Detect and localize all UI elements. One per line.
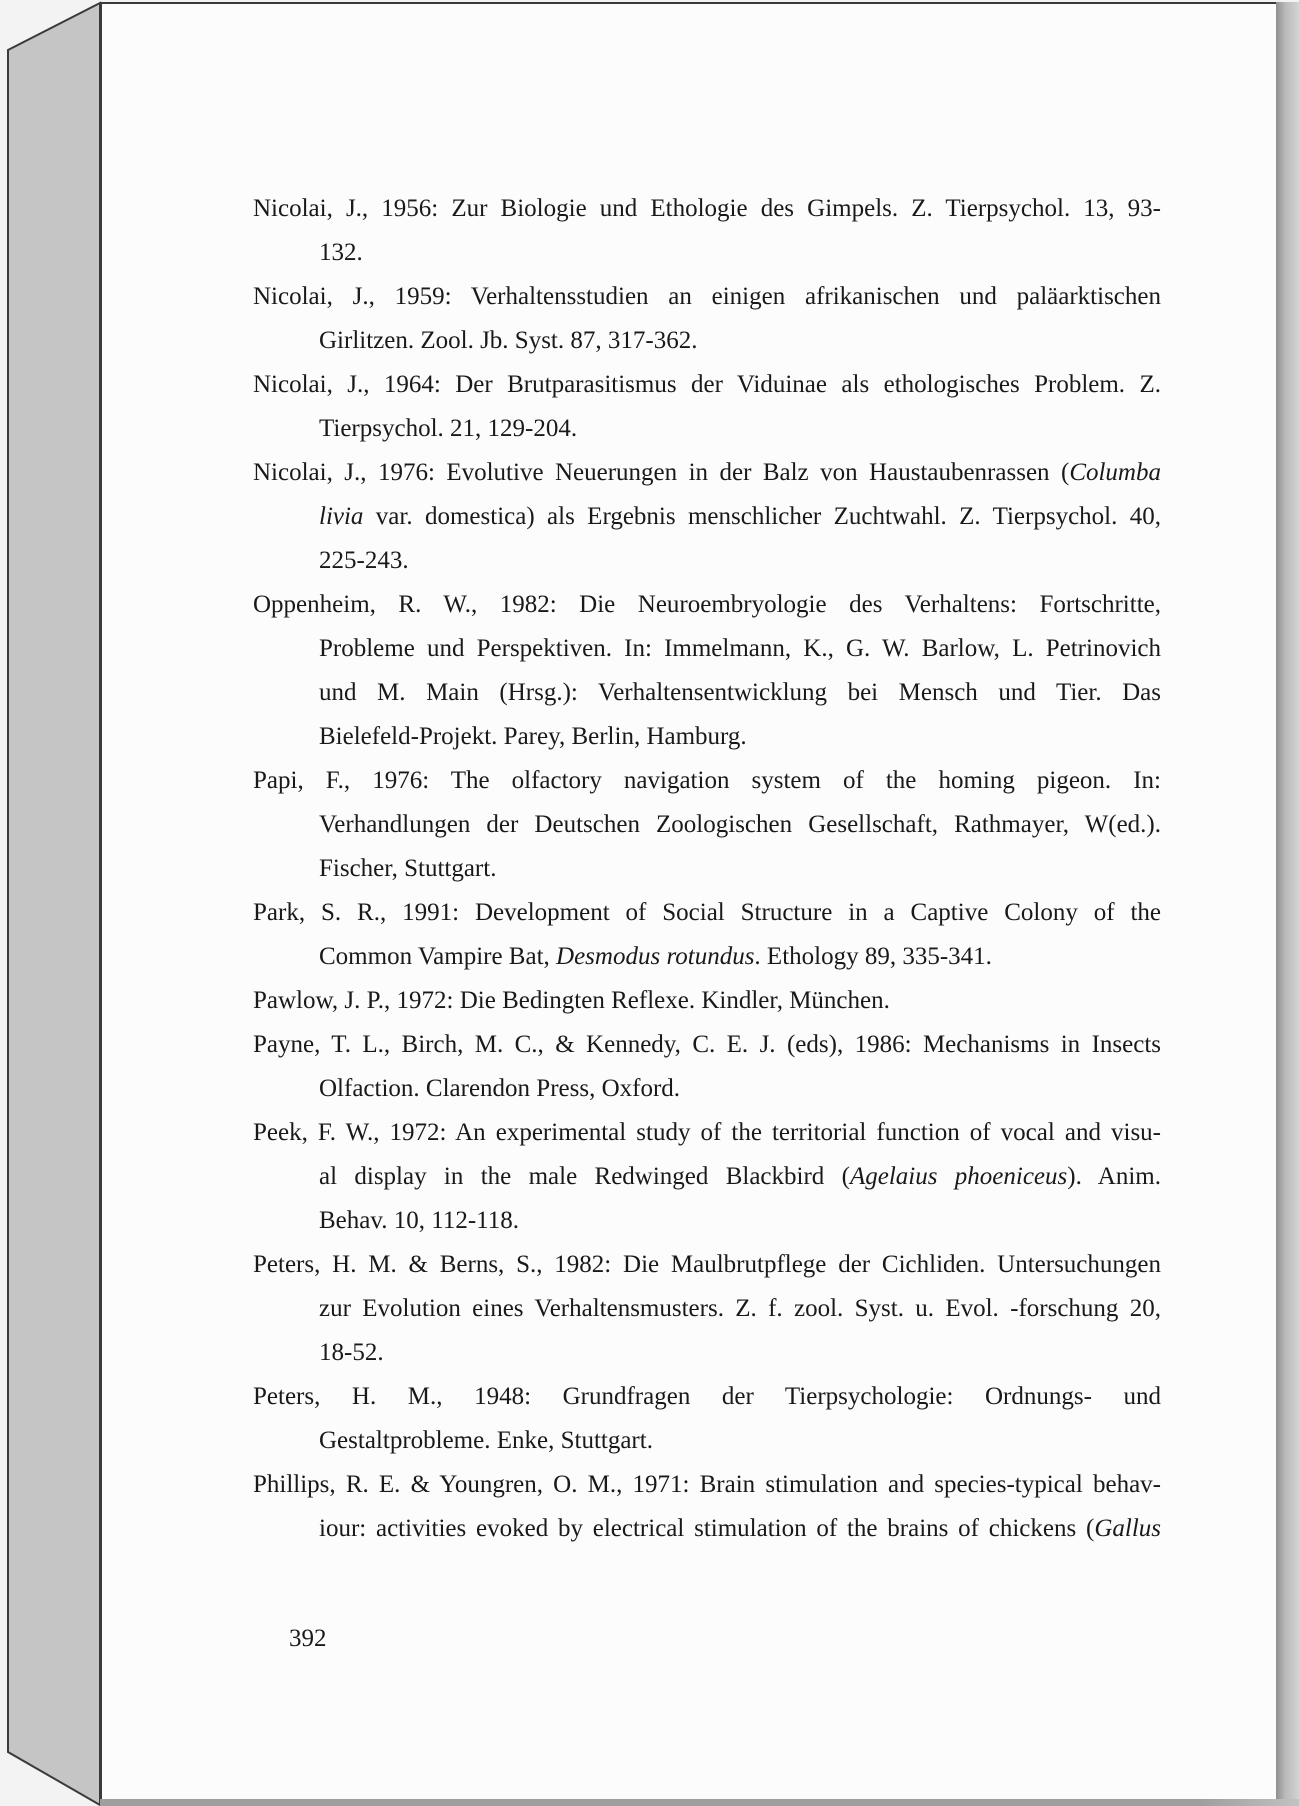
- reference-line: [253, 1463, 1161, 1507]
- reference-text: Verhandlungen der Deutschen Zoologischen Gesellschaft, Rathmayer, W(ed.).: [319, 811, 1161, 838]
- reference-text: . Ethology 89, 335-341.: [754, 943, 992, 970]
- reference-entry: [253, 451, 1161, 583]
- reference-text: Common Vampire Bat,: [319, 943, 557, 970]
- reference-entry: [253, 187, 1161, 275]
- reference-text: 225-243.: [319, 547, 409, 574]
- reference-text: Nicolai, J., 1956: Zur Biologie und Ethologie des Gimpels. Z. Tierpsychol. 13, 93-: [253, 195, 1161, 222]
- reference-line: [253, 187, 1161, 231]
- reference-line: [253, 1243, 1161, 1287]
- species-name-italic: Desmodus rotundus: [556, 943, 755, 970]
- reference-text: Nicolai, J., 1959: Verhaltensstudien an einigen afrikanischen und paläarktischen: [253, 283, 1161, 310]
- reference-line: [319, 1507, 1161, 1551]
- reference-line: [253, 1023, 1161, 1067]
- reference-entry: [253, 1111, 1161, 1243]
- reference-text: Behav. 10, 112-118.: [319, 1207, 519, 1234]
- reference-line: [319, 671, 1161, 715]
- reference-text: Bielefeld-Projekt. Parey, Berlin, Hamburg.: [319, 723, 747, 750]
- reference-text: Oppenheim, R. W., 1982: Die Neuroembryologie des Verhaltens: Fortschritte,: [253, 591, 1161, 618]
- reference-text: Park, S. R., 1991: Development of Social Structure in a Captive Colony of the: [253, 899, 1161, 926]
- reference-line: [253, 275, 1161, 319]
- reference-line: [319, 319, 1161, 363]
- reference-text: Peters, H. M. & Berns, S., 1982: Die Maulbrutpflege der Cichliden. Untersuchungen: [253, 1251, 1161, 1278]
- reference-entry: [253, 979, 1161, 1023]
- reference-line: [253, 451, 1161, 495]
- page-right-shadow: [1276, 2, 1299, 1806]
- reference-text: 18-52.: [319, 1339, 384, 1366]
- reference-entry: [253, 759, 1161, 891]
- species-name-italic: livia: [319, 503, 364, 530]
- reference-text: Payne, T. L., Birch, M. C., & Kennedy, C. E. J. (eds), 1986: Mechanisms in Insects: [253, 1031, 1161, 1058]
- reference-line: [319, 627, 1161, 671]
- species-name-italic: Gallus: [1094, 1515, 1161, 1542]
- reference-text: Phillips, R. E. & Youngren, O. M., 1971: Brain stimulation and species-typical behav-: [253, 1471, 1161, 1498]
- reference-text: Tierpsychol. 21, 129-204.: [319, 415, 578, 442]
- reference-line: [319, 231, 1161, 275]
- reference-list: [253, 187, 1161, 1551]
- reference-entry: [253, 1243, 1161, 1375]
- reference-line: [319, 1331, 1161, 1375]
- reference-line: [253, 363, 1161, 407]
- reference-text: 132.: [319, 239, 363, 266]
- reference-text: Fischer, Stuttgart.: [319, 855, 497, 882]
- reference-line: [319, 1287, 1161, 1331]
- reference-line: [319, 1067, 1161, 1111]
- reference-text: Nicolai, J., 1964: Der Brutparasitismus der Viduinae als ethologisches Problem. Z.: [253, 371, 1161, 398]
- reference-text: Peek, F. W., 1972: An experimental study of the territorial function of vocal and visu-: [253, 1119, 1161, 1146]
- reference-entry: [253, 891, 1161, 979]
- reference-text: und M. Main (Hrsg.): Verhaltensentwicklung bei Mensch und Tier. Das: [319, 679, 1161, 706]
- reference-text: Nicolai, J., 1976: Evolutive Neuerungen in der Balz von Haustaubenrassen (: [253, 459, 1070, 486]
- reference-line: [319, 715, 1161, 759]
- reference-entry: [253, 1023, 1161, 1111]
- reference-text: iour: activities evoked by electrical stimulation of the brains of chickens (: [319, 1515, 1095, 1542]
- reference-entry: [253, 1375, 1161, 1463]
- reference-line: [319, 847, 1161, 891]
- reference-text: Girlitzen. Zool. Jb. Syst. 87, 317-362.: [319, 327, 698, 354]
- reference-line: [319, 935, 1161, 979]
- reference-text: var. domestica) als Ergebnis menschlicher Zuchtwahl. Z. Tierpsychol. 40,: [363, 503, 1161, 530]
- reference-entry: [253, 275, 1161, 363]
- reference-line: [253, 1375, 1161, 1419]
- reference-text: Pawlow, J. P., 1972: Die Bedingten Reflexe. Kindler, München.: [253, 987, 890, 1014]
- reference-line: [253, 979, 1161, 1023]
- reference-text: Olfaction. Clarendon Press, Oxford.: [319, 1075, 681, 1102]
- reference-line: [319, 407, 1161, 451]
- page-bottom-shadow: [100, 1799, 1299, 1806]
- reference-text: Gestaltprobleme. Enke, Stuttgart.: [319, 1427, 653, 1454]
- reference-entry: [253, 583, 1161, 759]
- reference-line: [319, 803, 1161, 847]
- reference-text: Papi, F., 1976: The olfactory navigation system of the homing pigeon. In:: [253, 767, 1161, 794]
- reference-text: Peters, H. M., 1948: Grundfragen der Tierpsychologie: Ordnungs- und: [253, 1383, 1161, 1410]
- reference-line: [319, 1155, 1161, 1199]
- reference-line: [319, 1199, 1161, 1243]
- species-name-italic: Columba: [1069, 459, 1161, 486]
- reference-line: [319, 495, 1161, 539]
- page-number: 392: [289, 1625, 327, 1652]
- reference-line: [319, 539, 1161, 583]
- reference-line: [253, 891, 1161, 935]
- reference-line: [319, 1419, 1161, 1463]
- reference-entry: [253, 1463, 1161, 1551]
- reference-text: ). Anim.: [1067, 1163, 1161, 1190]
- reference-line: [253, 1111, 1161, 1155]
- reference-text: Probleme und Perspektiven. In: Immelmann, K., G. W. Barlow, L. Petrinovich: [319, 635, 1161, 662]
- species-name-italic: Agelaius phoeniceus: [849, 1163, 1068, 1190]
- reference-text: al display in the male Redwinged Blackbird (: [319, 1163, 850, 1190]
- reference-text: zur Evolution eines Verhaltensmusters. Z. f. zool. Syst. u. Evol. -forschung 20,: [319, 1295, 1161, 1322]
- page-left-edge-face: [8, 3, 100, 1805]
- reference-line: [253, 759, 1161, 803]
- reference-entry: [253, 363, 1161, 451]
- reference-line: [253, 583, 1161, 627]
